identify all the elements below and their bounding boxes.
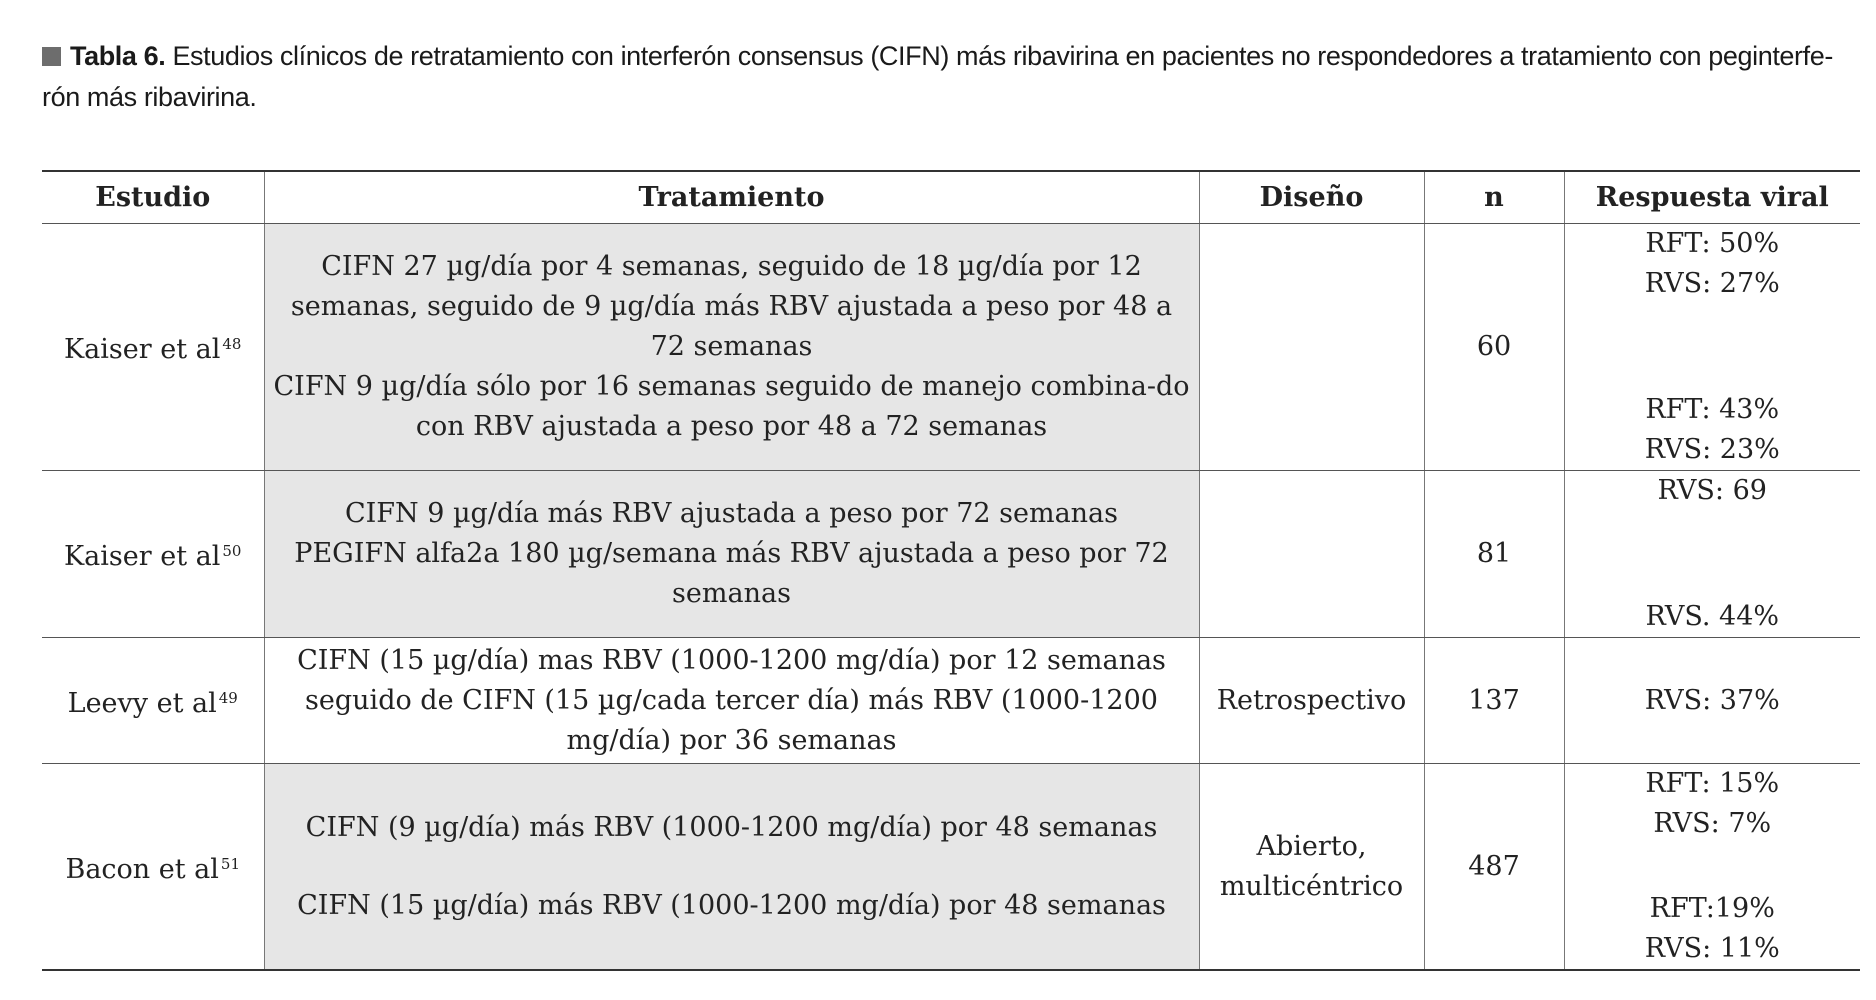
treatment-text: CIFN 9 µg/día más RBV ajustada a peso por 72 semanas [344,498,1119,529]
header-n: n [1424,171,1564,224]
treatment-cell [264,764,1199,971]
study-ref: 49 [218,688,238,707]
treatment-cell [264,224,1199,471]
study-name: Leevy et al [67,687,217,719]
treatment-text: CIFN 27 µg/día por 4 semanas, seguido de 18 µg/día por 12 semanas, seguido de 9 µg/día más RBV ajustada a peso por 48 a 72 semanas [290,251,1173,362]
treatment-text: CIFN (15 µg/día) más RBV (1000-1200 mg/día) por 48 semanas [297,889,1166,921]
caption-label: Tabla 6. [70,41,166,71]
response-cell [1564,764,1860,971]
study-cell [42,638,264,764]
response-value: RFT:19% [1649,893,1775,924]
treatment-text: CIFN 9 µg/día sólo por 16 semanas seguido de manejo combina-do con RBV ajustada a peso por 48 a 72 semanas [273,371,1190,442]
table-caption [42,36,1842,118]
treatment-cell [264,638,1199,764]
response-value: RFT: 50% [1645,228,1780,259]
response-cell [1564,638,1860,764]
response-value: RVS. 44% [1645,601,1780,632]
table-row [42,638,1860,764]
study-cell [42,224,264,471]
clinical-studies-table [42,170,1860,971]
table-row [42,224,1860,471]
response-value: RVS: 23% [1644,434,1780,465]
study-ref: 51 [220,854,241,873]
treatment-cell [264,471,1199,638]
table-row [42,471,1860,638]
response-value: RVS: 37% [1644,684,1780,716]
study-name: Kaiser et al [64,334,221,365]
study-ref: 48 [222,335,242,353]
response-value: RVS: 27% [1644,268,1780,299]
header-diseno: Diseño [1199,171,1424,224]
design-cell [1199,471,1424,638]
response-value: RVS: 7% [1653,808,1772,839]
study-cell [42,764,264,971]
treatment-text: CIFN (9 µg/día) más RBV (1000-1200 mg/día) por 48 semanas [305,811,1158,843]
header-estudio: Estudio [42,171,264,224]
response-cell [1564,224,1860,471]
design-cell: Retrospectivo [1199,638,1424,764]
study-name: Kaiser et al [64,541,221,572]
header-respuesta-viral: Respuesta viral [1564,171,1860,224]
treatment-text: PEGIFN alfa2a 180 µg/semana más RBV ajustada a peso por 72 semanas [294,538,1169,609]
response-value: RVS: 11% [1644,933,1780,964]
design-cell [1199,224,1424,471]
design-cell: Abierto, multicéntrico [1199,764,1424,971]
n-cell: 137 [1424,638,1564,764]
study-name: Bacon et al [65,853,219,885]
study-ref: 50 [222,542,242,560]
response-cell [1564,471,1860,638]
table-row [42,764,1860,971]
n-cell: 487 [1424,764,1564,971]
n-cell: 81 [1424,471,1564,638]
caption-square-icon [42,47,61,66]
table-header-row [42,171,1860,224]
response-value: RFT: 43% [1645,394,1780,425]
treatment-text: CIFN (15 µg/día) mas RBV (1000-1200 mg/día) por 12 semanas seguido de CIFN (15 µg/cada tercer día) más RBV (1000-1200 mg/día) por 36 semanas [297,644,1166,756]
header-tratamiento: Tratamiento [264,171,1199,224]
study-cell [42,471,264,638]
response-value: RFT: 15% [1645,768,1780,799]
n-cell: 60 [1424,224,1564,471]
response-value: RVS: 69 [1657,475,1767,506]
caption-text: Estudios clínicos de retratamiento con interferón consensus (CIFN) más ribavirina en pacientes no respondedores a tratamiento con peginterfe-rón más ribavirina. [42,41,1833,112]
